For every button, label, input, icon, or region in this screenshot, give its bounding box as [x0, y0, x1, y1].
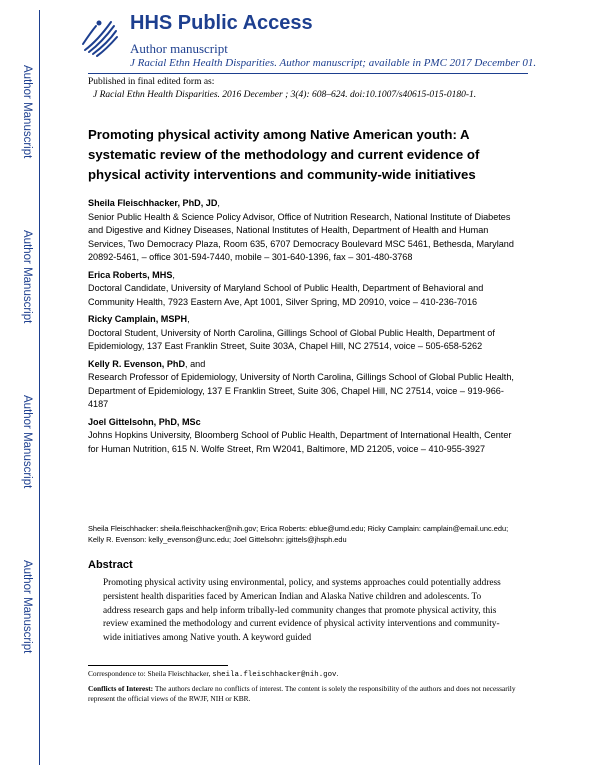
author-block — [88, 416, 518, 457]
sidebar-label: Author Manuscript — [21, 395, 33, 489]
author-name: Ricky Camplain, MSPH — [88, 314, 188, 324]
author-separator: , — [217, 198, 220, 208]
author-separator: , and — [185, 358, 206, 369]
conflicts-text: The authors declare no conflicts of interest. The content is solely the responsibility of the authors and does not necessarily represent the official views of the RWJF, NIH or KBR. — [88, 684, 516, 703]
abstract-heading: Abstract — [88, 559, 133, 571]
sidebar-label: Author Manuscript — [21, 230, 33, 324]
author-block — [88, 269, 518, 310]
sidebar-label: Author Manuscript — [21, 65, 33, 159]
correspondence-email: sheila.fleischhacker@nih.gov — [212, 671, 337, 679]
published-label: Published in final edited form as: — [88, 77, 215, 87]
author-name: Erica Roberts, MHS — [88, 269, 173, 280]
hhs-title: HHS Public Access — [130, 12, 313, 34]
author-affiliation: Doctoral Student, University of North Carolina, Gillings School of Global Public Health, Department of Epidemiology, 137 East Franklin Street, Suite 303A, Chapel Hill, NC 27514, voice – 505-658-5262 — [88, 327, 495, 351]
author-separator: , — [187, 314, 190, 324]
author-affiliation: Senior Public Health & Science Policy Advisor, Office of Nutrition Research, National Institute of Diabetes and Digestive and Kidney Diseases, National Institutes of Health, Department of Health and Human Services, Two Democracy Plaza, Room 635, 6707 Democracy Boulevard MSC 5461, Bethesda, Maryland 20892-5461, – office 301-594-7440, mobile – 301-640-1396, fax – 301-480-3768 — [88, 211, 514, 262]
footnote-rule — [88, 665, 228, 666]
correspondence-note: Correspondence to: Sheila Fleischhacker, sheila.fleischhacker@nih.gov. — [88, 669, 339, 679]
author-affiliation: Doctoral Candidate, University of Maryland School of Public Health, Department of Behavioral and Community Health, 7923 Eastern Ave, Apt 1001, Silver Spring, MD 20910, voice – 410-236-7016 — [88, 283, 484, 307]
conflicts-label: Conflicts of Interest: — [88, 684, 154, 693]
citation — [93, 90, 476, 100]
sidebar-label: Author Manuscript — [21, 560, 33, 654]
sidebar-rule — [39, 10, 40, 765]
manuscript-type: Author manuscript — [130, 41, 228, 56]
author-block — [88, 313, 518, 354]
abstract-body: Promoting physical activity using environmental, policy, and systems approaches could potentially address persistent health disparities faced by American Indian and Alaska Native children and adolescents. To address research gaps and help inform tribally-led community changes that promote physical activity, this review examined the methodology and current evidence of physical activity interventions and community-wide initiatives among Native youth. A keyword guided — [103, 578, 501, 644]
author-name: Joel Gittelsohn, PhD, MSc — [88, 416, 201, 427]
hhs-eagle-icon — [79, 14, 119, 58]
author-block — [88, 358, 518, 412]
author-name: Sheila Fleischhacker, PhD, JD — [88, 198, 218, 208]
author-list — [88, 197, 518, 460]
journal-availability-text: J Racial Ethn Health Disparities. Author manuscript; available in PMC 2017 December 01. — [130, 57, 537, 69]
citation-text: J Racial Ethn Health Disparities. 2016 December ; 3(4): 608–624. doi:10.1007/s40615-015-0180-1. — [93, 90, 477, 100]
author-block — [88, 197, 518, 265]
author-emails: Sheila Fleischhacker: sheila.fleischhacker@nih.gov; Erica Roberts: eblue@umd.edu; Ricky Camplain: camplain@email.unc.edu; Kelly R. Evenson: kelly_evenson@unc.edu; Joel Gittelsohn: jgittels@jhsph.edu — [88, 524, 509, 544]
author-separator: , — [172, 269, 175, 280]
header-rule — [88, 73, 528, 74]
correspondence-label: Correspondence to: Sheila Fleischhacker, — [88, 669, 211, 678]
conflicts-note — [88, 684, 518, 704]
journal-availability — [130, 57, 536, 69]
author-affiliation: Johns Hopkins University, Bloomberg School of Public Health, Department of International Health, Center for Human Nutrition, 615 N. Wolfe Street, Rm W2041, Baltimore, MD 21205, voice – 410-955-3927 — [88, 430, 512, 454]
paper-title: Promoting physical activity among Native American youth: A systematic review of the methodology and current evidence of physical activity interventions and community-wide initiatives — [88, 127, 480, 182]
author-affiliation: Research Professor of Epidemiology, University of North Carolina, Gillings School of Global Public Health, Department of Epidemiology, 137 E Franklin Street, Suite 306, Chapel Hill, NC 27514, voice – 919-966-4187 — [88, 372, 514, 409]
author-name: Kelly R. Evenson, PhD — [88, 358, 186, 369]
